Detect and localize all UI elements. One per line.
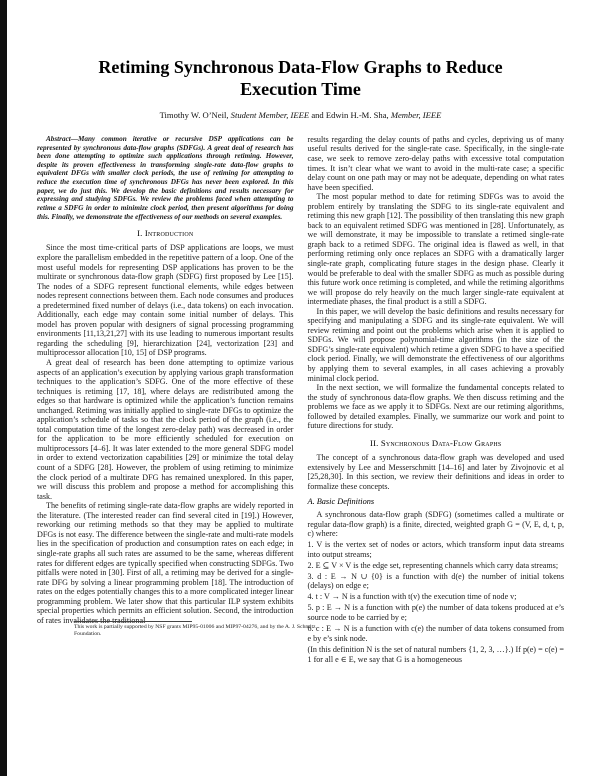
author-1-membership: Student Member, IEEE	[230, 109, 310, 120]
definitions-note: (In this definition N is the set of natural numbers {1, 2, 3, …}.) If p(e) = c(e) = 1 for all e ∈ E, we say that G is a homogeneous	[307, 645, 564, 664]
definition-item-1: 1. V is the vertex set of nodes or actors, which transform input data streams into output streams;	[307, 540, 564, 559]
two-column-body	[37, 135, 564, 664]
abstract-label: Abstract—	[46, 134, 78, 143]
author-1-name: Timothy W. O’Neil,	[159, 109, 231, 120]
definition-list	[308, 540, 565, 643]
body-paragraph: In this paper, we will develop the basic definitions and results necessary for specifying and manipulating a SDFG and its single-rate equivalent. We will review retiming and point out the problems which arise when it is applied to SDFGs. We will propose polynomial-time algorithms (in the size of the SDFG’s single-rate equivalent) which retime a given SDFG to have a specified clock period. Finally, we will demonstrate the effectiveness of our algorithms by applying them to several examples, in all cases achieving a provably minimal clock period.	[307, 306, 564, 383]
continuation-paragraph: results regarding the delay counts of paths and cycles, depriving us of many useful results derived for the single-rate case. Specifically, in the single-rate case, we seek to remove zero-delay paths with excessive total computation times. It isn’t clear what we want to avoid in the multi-rate case; a specific delay count on one path may or may not be adequate, depending on what rates have been specified.	[307, 134, 564, 192]
footnote-text: This work is partially supported by NSF grants MIP95-01006 and MIP97-04276, and by the A. J. Schmitz Foundation.	[74, 623, 316, 638]
paper-page	[37, 0, 564, 664]
definition-item-4: 4. t : V → N is a function with t(v) the execution time of node v;	[307, 592, 517, 602]
title-line-2: Execution Time	[240, 78, 361, 99]
title-line-1: Retiming Synchronous Data-Flow Graphs to Reduce	[98, 57, 503, 77]
author-connector: and Edwin H.-M. Sha,	[309, 109, 391, 120]
sdfg-intro-paragraph: The concept of a synchronous data-flow graph was developed and used extensively by Lee and Messerschmitt [14–16] and later by Zivojnovic et al [25,28,30]. In this section, we review their definitions and ideas in order to formalize these concepts.	[307, 453, 564, 491]
author-2-membership: Member, IEEE	[390, 109, 442, 120]
authors-line	[37, 110, 564, 120]
right-column	[308, 135, 565, 664]
section-heading-sdfg: II. Synchronous Data-Flow Graphs	[370, 437, 502, 448]
definition-item-6: 6. c : E → N is a function with c(e) the number of data tokens consumed from e by e’s sink node.	[307, 623, 564, 643]
abstract-text: Many common iterative or recursive DSP applications can be represented by synchronous data-flow graphs (SDFGs). A great deal of research has been done attempting to optimize such applications through retiming. However, despite its proven effectiveness in transforming single-rate data-flow graphs to equivalent DFGs with smaller clock periods, the use of retiming for attempting to reduce the execution time of synchronous DFGs has never been explored. In this paper, we do just this. We develop the basic definitions and results necessary for expressing and studying SDFGs. We review the problems faced when attempting to retime a SDFG in order to minimize clock period, then present algorithms for doing this. Finally, we demonstrate the effectiveness of our methods on several examples.	[37, 134, 294, 221]
definition-item-5: 5. p : E → N is a function with p(e) the number of data tokens produced at e’s source node to be carried by e;	[307, 603, 564, 622]
intro-paragraph-2: A great deal of research has been done attempting to optimize various aspects of an application’s execution by applying various graph transformation techniques to the application’s SDFG. One of the more effective of these techniques is retiming [17, 18], where delays are redistributed among the edges so that hardware is optimized while the application’s function remains unchanged. Retiming was initially applied to single-rate DFGs to optimize the application’s schedule of tasks so that the clock period of the graph (i.e., the total computation time of the longest zero-delay path) was decreased in order for the application to be more efficiently scheduled for execution on multiprocessors [4–6]. It was later extended to the more general SDFG model in order to extend vectorization capabilities [29] or minimize the total delay count of a SDFG [28]. However, the problem of using retiming to minimize the clock period of a multirate DFG has remained unexplored. In this paper, we will discuss this problem and propose a method for accomplishing this task.	[37, 358, 294, 501]
footnote-rule	[74, 621, 192, 622]
intro-paragraph-1: Since the most time-critical parts of DSP applications are loops, we must explore the parallelism embedded in the repetitive pattern of a loop. One of the most useful models for representing DSP applications has proven to be the multirate or synchronous data-flow graph (SDFG) first proposed by Lee [15]. The nodes of a SDFG represent functional elements, while edges between nodes represent connections between them. Each node consumes and produces a predetermined fixed number of delays (i.e., data tokens) on each invocation. Additionally, each edge may contain some initial number of delays. This model has proven popular with designers of signal processing programming environments [11,13,21,27] with its use leading to numerous important results regarding the scheduling [9], hierarchization [24], vectorization [23] and multiprocessor allocation [10, 15] of DSP programs.	[37, 243, 294, 358]
support-footnote	[74, 621, 330, 638]
subsection-heading-basic-definitions: A. Basic Definitions	[307, 497, 375, 507]
definition-item-2: 2. E ⊆ V × V is the edge set, representing channels which carry data streams;	[307, 560, 559, 570]
left-column	[37, 135, 294, 664]
scan-edge-artifact	[0, 0, 7, 776]
section-heading-introduction: I. Introduction	[137, 228, 194, 239]
paper-title	[37, 57, 564, 101]
definition-item-3: 3. d : E → N ∪ {0} is a function with d(e) the number of initial tokens (delays) on edge e;	[307, 571, 564, 591]
abstract	[37, 135, 294, 221]
body-paragraph: The most popular method to date for retiming SDFGs was to avoid the problem entirely by translating the SDFG to its single-rate equivalent and retiming this new graph [12]. The possibility of then translating this new graph back to an equivalent retimed SDFG was mentioned in [28]. Unfortunately, as we will demonstrate, it may be impossible to translate a retimed single-rate graph back to a retimed SDFG. The original idea is flawed as well, in that performing retiming only once replaces an SDFG with a dramatically larger single-rate graph, complicating future stages in the design phase. Clearly it would be preferable to deal with the smaller SDFG as much as possible during this future work once retiming is completed, and while the retiming algorithms we will propose do rely heavily on the much larger single-rate equivalent at intermediate phases, the final product is a still a SDFG.	[307, 192, 564, 307]
intro-paragraph-3: The benefits of retiming single-rate data-flow graphs are widely reported in the literature. (The interested reader can find several cited in [19].) However, reworking our retiming methods so that they may be applied to multirate DFGs is not easy. The difference between the single-rate and multi-rate models lies in the specification of production and consumption rates on each edge; in single-rate graphs all such rates are assumed to be the same, whereas different rates for different edges are typically specified when constructing SDFGs. Two pitfalls were noted in [30]. First of all, a retiming may be derived for a single-rate DFG by solving a linear programming problem [18]. The introduction of rates on the edges potentially changes this to a more complicated integer linear programming problem. We later show that this particular ILP system exhibits special properties which permits an efficient solution. Second, the introduction of rates invalidates the traditional	[37, 501, 294, 625]
definitions-intro: A synchronous data-flow graph (SDFG) (sometimes called a multirate or regular data-flow graph) is a finite, directed, weighted graph G = (V, E, d, t, p, c) where:	[307, 509, 564, 539]
body-paragraph: In the next section, we will formalize the fundamental concepts related to the study of synchronous data-flow graphs. We then discuss retiming and the problems we face as we apply it to SDFGs. Next are our retiming algorithms, followed by detailed examples. Finally, we summarize our work and point to future directions for study.	[307, 383, 564, 431]
